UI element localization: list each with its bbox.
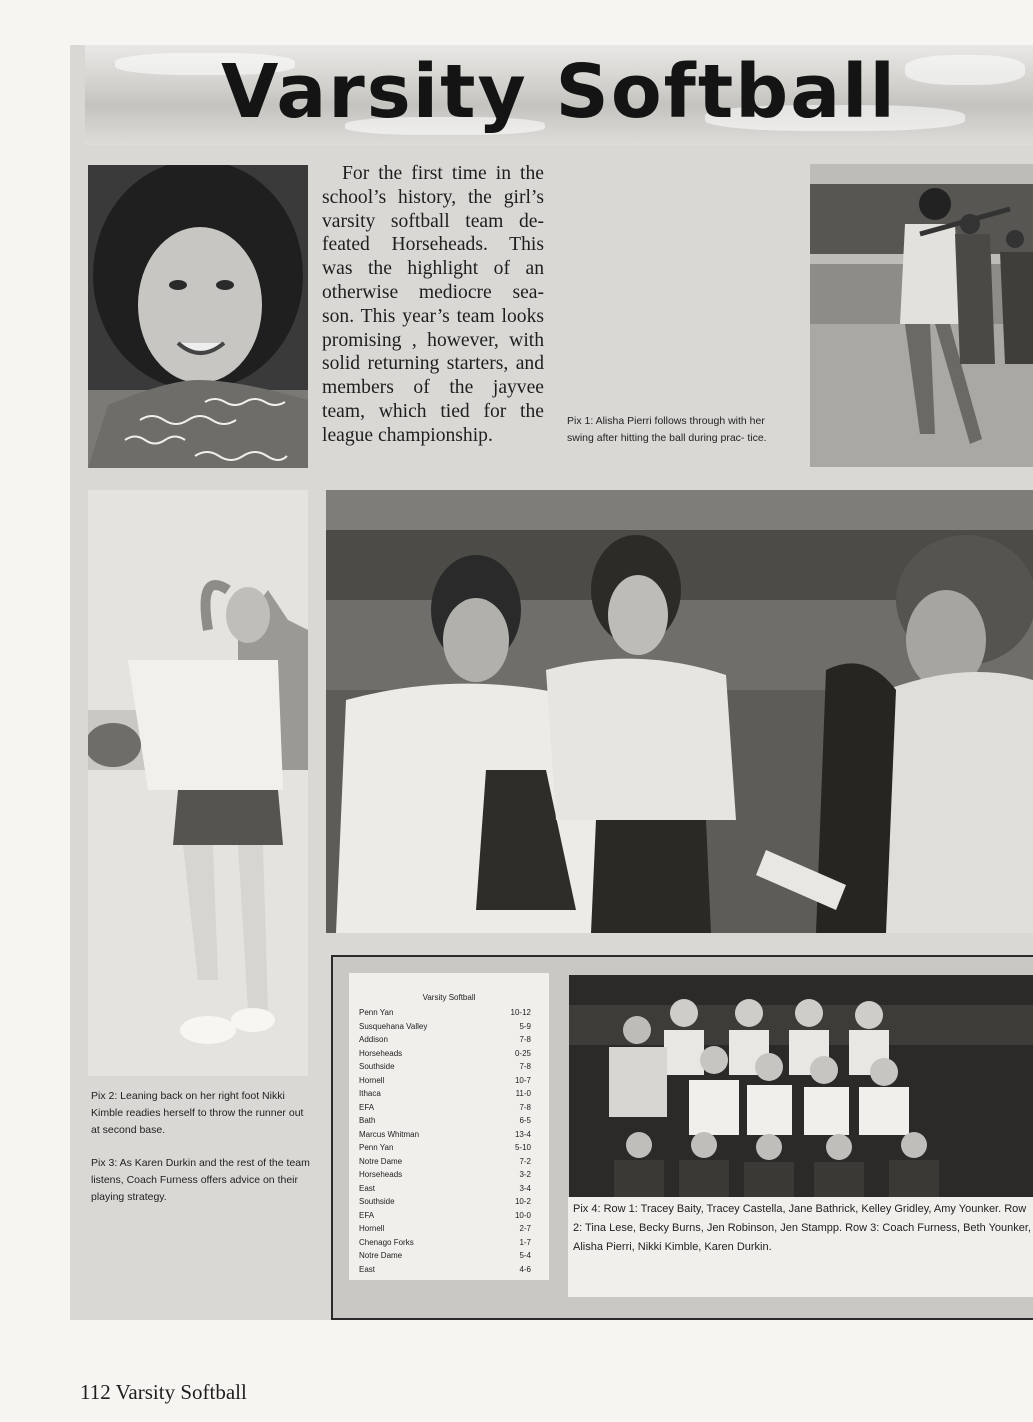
score: 10-2 (514, 1197, 531, 1206)
score: 7-2 (519, 1156, 531, 1166)
schedule-row (359, 1008, 531, 1022)
score: 7-8 (519, 1102, 531, 1112)
throwing-photo-nikki-kimble (88, 490, 308, 1076)
opponent: Penn Yan (359, 1143, 394, 1152)
score: 10-7 (514, 1075, 531, 1085)
schedule-row (359, 1049, 531, 1063)
opponent: Susquehana Valley (359, 1021, 428, 1031)
schedule-row (359, 1089, 531, 1103)
score: 13-4 (514, 1129, 531, 1139)
score: 5-10 (514, 1143, 531, 1152)
opponent: Hornell (359, 1224, 385, 1233)
schedule-row (359, 1265, 531, 1279)
schedule-row (359, 1170, 531, 1184)
opponent: Notre Dame (359, 1156, 403, 1166)
opponent: Penn Yan (359, 1008, 394, 1017)
caption-pix3: Pix 3: As Karen Durkin and the rest of the team listens, Coach Furness offers advice on their playing strategy. (91, 1157, 310, 1203)
caption-pix1: Pix 1: Alisha Pierri follows through with her swing after hitting the ball during prac- tice. (567, 415, 767, 444)
opponent: EFA (359, 1210, 375, 1220)
team-group-photo (569, 975, 1033, 1197)
schedule-row (359, 1076, 531, 1090)
batting-practice-photo (810, 164, 1033, 467)
schedule-row (359, 1238, 531, 1252)
score: 4-6 (519, 1264, 531, 1274)
schedule-table (349, 973, 549, 1280)
score: 10-12 (510, 1008, 531, 1017)
team-meeting-photo (326, 490, 1033, 933)
opponent: Southside (359, 1197, 395, 1206)
score: 6-5 (519, 1116, 531, 1125)
title-banner (85, 45, 1033, 145)
opponent: Addison (359, 1035, 388, 1044)
intro-paragraph: For the first time in the school’s history, the girl’s varsity softball team de- feated Horseheads. This was the highlight of an otherwise mediocre sea- son. This year’s team looks promising , however, with solid returning starters, and members of the jayvee team, which tied for the league championship. (322, 163, 544, 446)
score: 7-8 (519, 1062, 531, 1071)
score: 11-0 (515, 1089, 531, 1098)
score: 7-8 (519, 1035, 531, 1044)
schedule-row (359, 1022, 531, 1036)
schedule-row (359, 1130, 531, 1144)
opponent: Horseheads (359, 1048, 403, 1058)
opponent: Southside (359, 1062, 395, 1071)
handwritten-quote (115, 390, 305, 465)
schedule-row (359, 1062, 531, 1076)
opponent: Hornell (359, 1075, 385, 1085)
page-title: Varsity Softball (221, 49, 897, 135)
schedule-row (359, 1116, 531, 1130)
schedule-row (359, 1035, 531, 1049)
schedule-title: Varsity Softball (422, 993, 476, 1002)
schedule-row (359, 1103, 531, 1117)
caption-pix2: Pix 2: Leaning back on her right foot Nikki Kimble readies herself to throw the runner out at second base. (91, 1090, 304, 1136)
score: 2-7 (519, 1224, 531, 1233)
score: 0-25 (514, 1048, 531, 1058)
score: 10-0 (514, 1210, 531, 1220)
caption-pix4: Pix 4: Row 1: Tracey Baity, Tracey Castella, Jane Bathrick, Kelley Gridley, Amy Younker. Row 2: Tina Lese, Becky Burns, Jen Robinson, Jen Stampp. Row 3: Coach Furness, Beth Younker, Alisha Pierri, Nikki Kimble, Karen Durkin. (573, 1203, 1031, 1253)
opponent: Horseheads (359, 1170, 403, 1179)
schedule-row (359, 1251, 531, 1265)
opponent: East (359, 1183, 376, 1193)
schedule-row (359, 1197, 531, 1211)
opponent: Marcus Whitman (359, 1129, 420, 1139)
page-footer: 112 Varsity Softball (80, 1380, 247, 1404)
score: 5-9 (519, 1021, 531, 1031)
score: 5-4 (519, 1251, 531, 1260)
schedule-row (359, 1184, 531, 1198)
score: 3-2 (519, 1170, 531, 1179)
opponent: East (359, 1264, 376, 1274)
opponent: Bath (359, 1116, 376, 1125)
schedule-row (359, 1224, 531, 1238)
schedule-row (359, 1157, 531, 1171)
opponent: Ithaca (359, 1089, 381, 1098)
opponent: Chenago Forks (359, 1237, 414, 1247)
opponent: Notre Dame (359, 1251, 403, 1260)
score: 3-4 (519, 1183, 531, 1193)
schedule-row (359, 1143, 531, 1157)
opponent: EFA (359, 1102, 375, 1112)
schedule-row (359, 1211, 531, 1225)
score: 1-7 (519, 1237, 531, 1247)
